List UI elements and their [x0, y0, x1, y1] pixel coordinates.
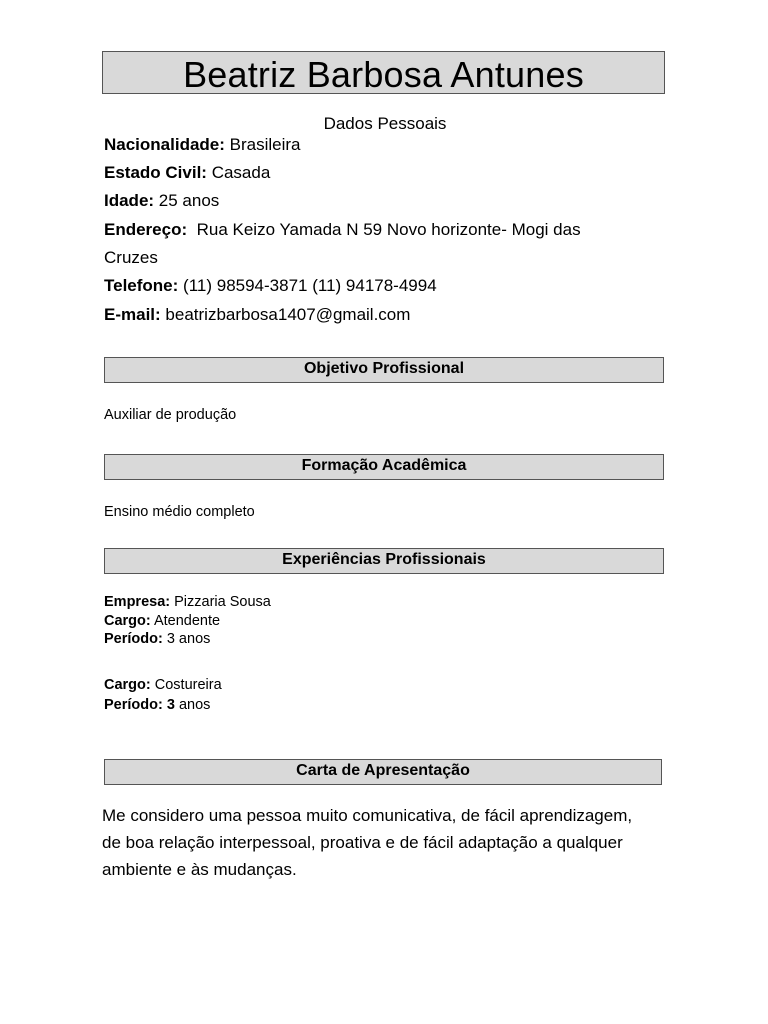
phone-value: (11) 98594-3871 (11) 94178-4994: [183, 276, 437, 295]
cover-letter-line-3: ambiente e às mudanças.: [102, 860, 297, 879]
age-value: 25 anos: [158, 191, 220, 210]
job1-company-label: Empresa:: [104, 594, 171, 610]
nationality-label: Nacionalidade:: [104, 135, 225, 154]
job2-period-number: 3: [166, 697, 175, 713]
experience-section-header: [104, 548, 664, 574]
job2-period-row: [104, 696, 210, 714]
job1-role-value: Atendente: [153, 613, 221, 629]
job1-company-value: Pizzaria Sousa: [174, 594, 271, 610]
objective-text: Auxiliar de produção: [104, 407, 237, 423]
address-label: Endereço:: [104, 220, 188, 239]
age-row: [104, 187, 219, 215]
cover-letter-line-1: Me considero uma pessoa muito comunicativa, de fácil aprendizagem,: [102, 806, 633, 825]
address-row-continued: [104, 244, 158, 272]
civil-status-label: Estado Civil:: [104, 163, 207, 182]
nationality-row: [104, 131, 301, 159]
civil-status-row: [104, 159, 270, 187]
job1-period-value: 3 anos: [166, 631, 211, 647]
resume-name-header: [102, 51, 665, 94]
objective-section-header: [104, 357, 664, 383]
job1-role-row: [104, 612, 220, 630]
personal-data-heading: Dados Pessoais: [323, 114, 447, 133]
age-label: Idade:: [104, 191, 155, 210]
job2-period-label: Período:: [104, 697, 163, 713]
address-value-line1: Rua Keizo Yamada N 59 Novo horizonte- Mogi das: [196, 220, 581, 239]
cover-letter-line-2: de boa relação interpessoal, proativa e de fácil adaptação a qualquer: [102, 833, 623, 852]
job2-role-label: Cargo:: [104, 677, 151, 693]
job2-period-unit: anos: [178, 697, 211, 713]
experience-title: Experiências Profissionais: [282, 551, 486, 568]
job1-period-label: Período:: [104, 631, 163, 647]
nationality-value: Brasileira: [229, 135, 301, 154]
email-label: E-mail:: [104, 305, 161, 324]
education-section-header: [104, 454, 664, 480]
cover-letter-title: Carta de Apresentação: [296, 762, 470, 779]
phone-row: [104, 272, 437, 300]
education-text: Ensino médio completo: [104, 504, 255, 520]
job1-company-row: [104, 593, 271, 611]
cover-letter-section-header: [104, 759, 662, 785]
job2-role-value: Costureira: [154, 677, 222, 693]
education-title: Formação Acadêmica: [301, 457, 467, 474]
address-value-line2: Cruzes: [104, 248, 158, 267]
email-value: beatrizbarbosa1407@gmail.com: [165, 305, 411, 324]
job1-role-label: Cargo:: [104, 613, 151, 629]
address-row: [104, 216, 581, 244]
civil-status-value: Casada: [211, 163, 271, 182]
resume-name: Beatriz Barbosa Antunes: [183, 54, 584, 95]
cover-letter-body: [102, 802, 672, 883]
email-row: [104, 301, 410, 329]
job2-role-row: [104, 676, 222, 694]
phone-label: Telefone:: [104, 276, 179, 295]
objective-title: Objetivo Profissional: [303, 360, 465, 377]
job1-period-row: [104, 630, 210, 648]
